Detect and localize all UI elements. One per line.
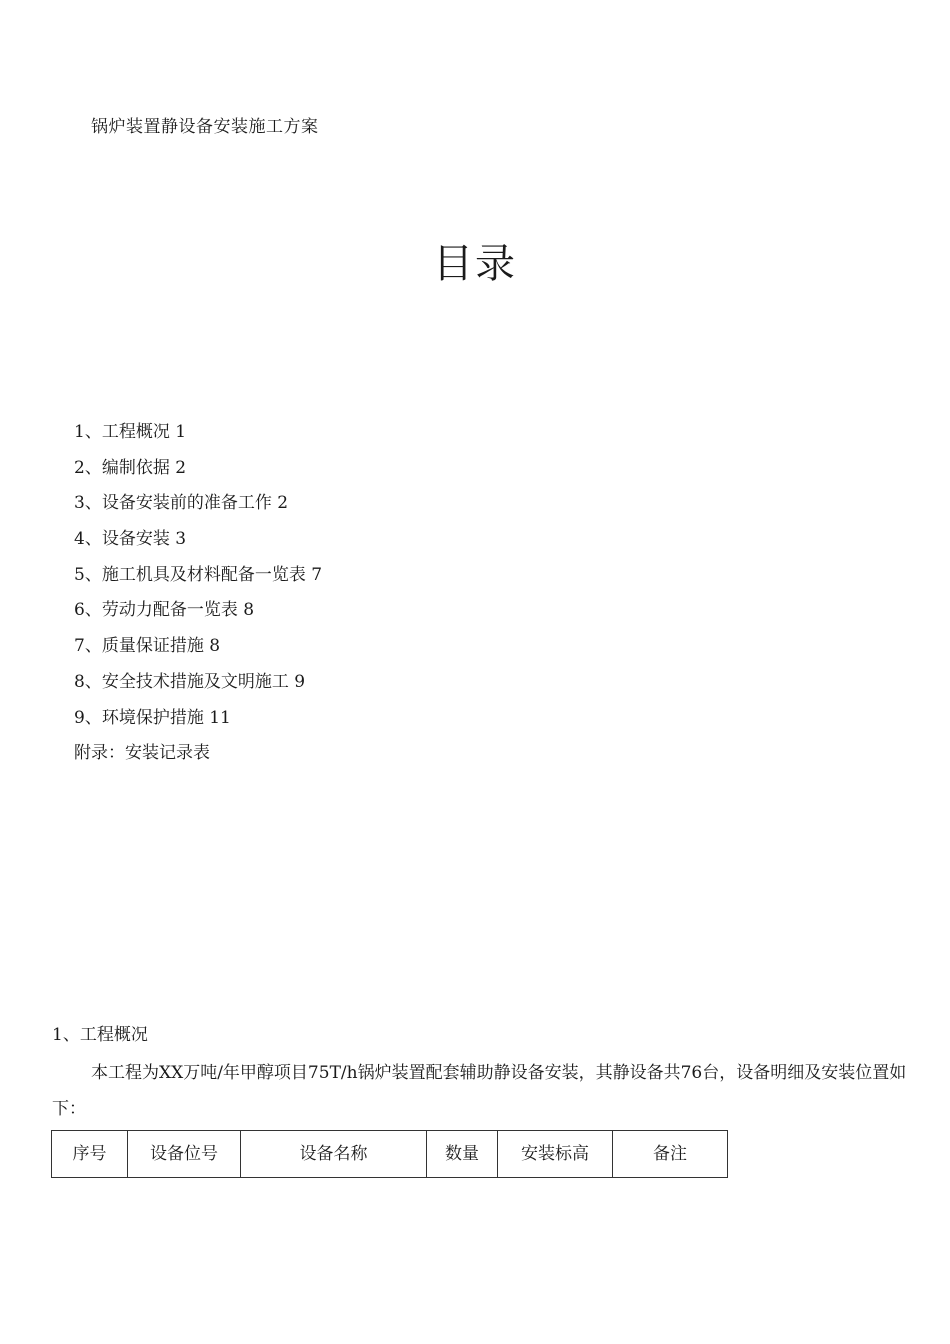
toc-item-7[interactable]: 7、质量保证措施 8: [74, 636, 221, 657]
toc-item-appendix[interactable]: 附录：安装记录表: [74, 743, 210, 764]
table-header-cell: 序号: [52, 1131, 128, 1178]
document-header-title: 锅炉装置静设备安装施工方案: [91, 117, 319, 137]
equipment-table: [51, 1130, 728, 1178]
toc-item-4[interactable]: 4、设备安装 3: [74, 529, 187, 550]
toc-item-8[interactable]: 8、安全技术措施及文明施工 9: [74, 671, 306, 692]
toc-list: [74, 420, 322, 777]
toc-item-1[interactable]: 1、工程概况 1: [74, 422, 187, 442]
toc-item-2[interactable]: 2、编制依据 2: [74, 457, 187, 478]
toc-item-3[interactable]: 3、设备安装前的准备工作 2: [74, 493, 289, 514]
table-header-cell: 设备位号: [128, 1131, 241, 1178]
table-header-cell: 设备名称: [241, 1131, 427, 1178]
table-header-cell: 安装标高: [498, 1131, 613, 1178]
section-1-heading: 1、工程概况: [52, 1025, 148, 1045]
toc-item-9[interactable]: 9、环境保护措施 11: [74, 707, 231, 728]
toc-item-5[interactable]: 5、施工机具及材料配备一览表 7: [74, 564, 323, 585]
toc-title: 目录: [433, 241, 517, 287]
table-header-cell: 数量: [427, 1131, 498, 1178]
table-header-cell: 备注: [613, 1131, 728, 1178]
section-1-paragraph: 本工程为XX万吨/年甲醇项目75T/h锅炉装置配套辅助静设备安装，其静设备共76台，设备明细及安装位置如下：: [52, 1063, 907, 1119]
table-header-row: [52, 1131, 728, 1178]
toc-item-6[interactable]: 6、劳动力配备一览表 8: [74, 600, 255, 621]
